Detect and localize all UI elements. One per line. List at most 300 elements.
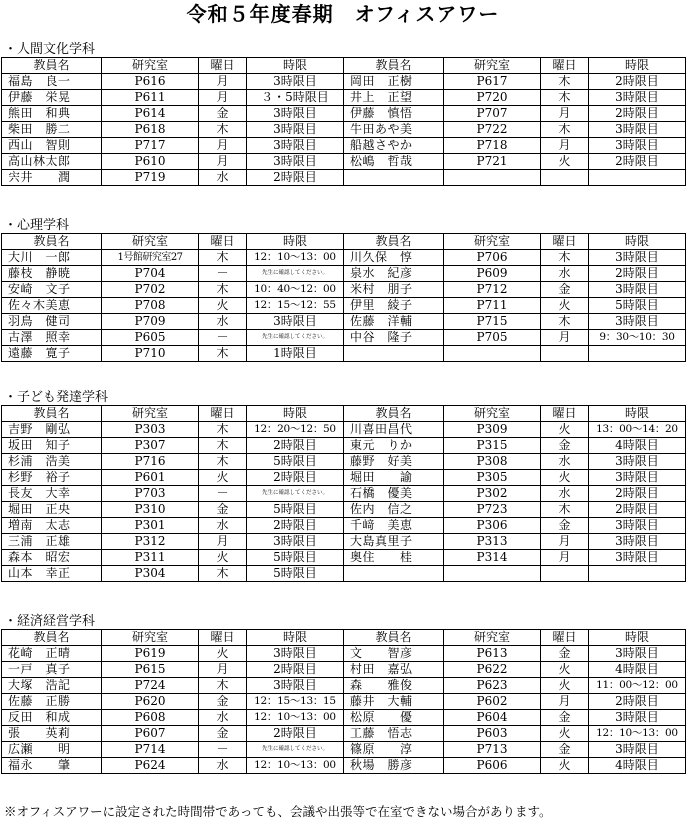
weekday-cell: 水	[541, 486, 589, 502]
room-cell: P610	[102, 154, 199, 170]
table-row	[2, 74, 686, 90]
room-cell: P713	[444, 742, 541, 758]
table-row	[2, 534, 686, 550]
column-header-teacher-name: 教員名	[344, 58, 444, 74]
period-cell: 3時限目	[589, 534, 686, 550]
period-cell: 3時限目	[589, 646, 686, 662]
weekday-cell: 水	[199, 518, 247, 534]
office-hours-table	[1, 629, 686, 774]
column-header-period: 時限	[247, 234, 344, 250]
teacher-name-cell: 遠藤 寛子	[2, 346, 102, 362]
period-cell: 3時限目	[589, 550, 686, 566]
room-cell: P311	[102, 550, 199, 566]
section-label: ・人間文化学科	[4, 42, 96, 57]
room-cell: P302	[444, 486, 541, 502]
teacher-name-cell: 羽鳥 健司	[2, 314, 102, 330]
weekday-cell: 月	[199, 154, 247, 170]
room-cell: P616	[102, 74, 199, 90]
period-cell: 12：10～13：00	[247, 758, 344, 774]
table-row	[2, 438, 686, 454]
period-cell: 3時限目	[589, 742, 686, 758]
teacher-name-cell: 石橋 優美	[344, 486, 444, 502]
period-cell: 3時限目	[247, 314, 344, 330]
teacher-name-cell	[344, 346, 444, 362]
room-cell: P313	[444, 534, 541, 550]
weekday-cell: －	[199, 330, 247, 346]
period-cell	[589, 346, 686, 362]
period-cell: 5時限目	[247, 566, 344, 582]
office-hours-table	[1, 233, 686, 362]
table-header-row	[2, 630, 686, 646]
weekday-cell: 火	[541, 298, 589, 314]
period-cell: 4時限目	[589, 438, 686, 454]
column-header-period: 時限	[589, 406, 686, 422]
weekday-cell: 火	[199, 298, 247, 314]
teacher-name-cell: 杉浦 浩美	[2, 454, 102, 470]
weekday-cell	[541, 346, 589, 362]
period-cell: 3時限目	[589, 518, 686, 534]
teacher-name-cell: 工藤 悟志	[344, 726, 444, 742]
column-header-weekday: 曜日	[199, 630, 247, 646]
teacher-name-cell: 反田 和成	[2, 710, 102, 726]
table-row	[2, 330, 686, 346]
weekday-cell: 木	[199, 678, 247, 694]
teacher-name-cell	[344, 566, 444, 582]
weekday-cell: 木	[199, 250, 247, 266]
period-cell: 12：10～13：00	[589, 726, 686, 742]
table-row	[2, 250, 686, 266]
table-header-row	[2, 406, 686, 422]
column-header-period: 時限	[247, 406, 344, 422]
period-cell: 9：30～10：30	[589, 330, 686, 346]
table-row	[2, 454, 686, 470]
teacher-name-cell: 佐藤 正勝	[2, 694, 102, 710]
teacher-name-cell: 吉野 剛弘	[2, 422, 102, 438]
weekday-cell: 火	[541, 726, 589, 742]
weekday-cell: 木	[541, 90, 589, 106]
weekday-cell: 水	[199, 758, 247, 774]
room-cell: P314	[444, 550, 541, 566]
weekday-cell: 金	[199, 694, 247, 710]
room-cell: P722	[444, 122, 541, 138]
weekday-cell: 木	[199, 438, 247, 454]
teacher-name-cell: 文 智彦	[344, 646, 444, 662]
column-header-room: 研究室	[444, 630, 541, 646]
weekday-cell: 金	[541, 646, 589, 662]
period-cell: 3時限目	[589, 470, 686, 486]
table-row	[2, 694, 686, 710]
table-row	[2, 566, 686, 582]
table-row	[2, 154, 686, 170]
weekday-cell: 月	[199, 138, 247, 154]
period-cell: 12：10～13：00	[247, 710, 344, 726]
weekday-cell: 火	[199, 470, 247, 486]
table-row	[2, 298, 686, 314]
period-cell: 3時限目	[247, 138, 344, 154]
room-cell: P624	[102, 758, 199, 774]
room-cell: P623	[444, 678, 541, 694]
teacher-name-cell: 佐々木美恵	[2, 298, 102, 314]
period-cell: 2時限目	[589, 266, 686, 282]
room-cell: P303	[102, 422, 199, 438]
weekday-cell: 金	[541, 282, 589, 298]
period-cell: 3時限目	[589, 710, 686, 726]
period-cell: 12：20～12：50	[247, 422, 344, 438]
teacher-name-cell: 川喜田昌代	[344, 422, 444, 438]
period-cell: 10：40～12：00	[247, 282, 344, 298]
section-label: ・子ども発達学科	[4, 390, 109, 405]
room-cell: P604	[444, 710, 541, 726]
section-psychology	[0, 218, 686, 362]
teacher-name-cell: 千﨑 美恵	[344, 518, 444, 534]
teacher-name-cell	[344, 170, 444, 186]
period-cell: 1時限目	[247, 346, 344, 362]
weekday-cell: 木	[199, 282, 247, 298]
period-cell: 先生に確認してください。	[247, 266, 344, 282]
period-cell: 3時限目	[589, 454, 686, 470]
teacher-name-cell: 米村 朋子	[344, 282, 444, 298]
room-cell: P707	[444, 106, 541, 122]
room-cell: P703	[102, 486, 199, 502]
room-cell: P315	[444, 438, 541, 454]
period-cell: 先生に確認してください。	[247, 486, 344, 502]
teacher-name-cell: 松嶋 哲哉	[344, 154, 444, 170]
teacher-name-cell: 柴田 勝二	[2, 122, 102, 138]
period-cell: 2時限目	[589, 154, 686, 170]
column-header-weekday: 曜日	[541, 234, 589, 250]
teacher-name-cell: 牛田あや美	[344, 122, 444, 138]
column-header-teacher-name: 教員名	[2, 406, 102, 422]
weekday-cell: －	[199, 486, 247, 502]
weekday-cell: 木	[199, 122, 247, 138]
period-cell: 5時限目	[247, 550, 344, 566]
room-cell: P622	[444, 662, 541, 678]
teacher-name-cell: 井上 正望	[344, 90, 444, 106]
room-cell: P608	[102, 710, 199, 726]
teacher-name-cell: 杉野 裕子	[2, 470, 102, 486]
teacher-name-cell: 伊里 綾子	[344, 298, 444, 314]
room-cell: P615	[102, 662, 199, 678]
period-cell: 2時限目	[247, 470, 344, 486]
period-cell: 3時限目	[247, 646, 344, 662]
room-cell: P614	[102, 106, 199, 122]
column-header-weekday: 曜日	[541, 58, 589, 74]
room-cell: P704	[102, 266, 199, 282]
teacher-name-cell: 西山 智則	[2, 138, 102, 154]
period-cell: 2時限目	[247, 518, 344, 534]
weekday-cell	[541, 566, 589, 582]
table-row	[2, 726, 686, 742]
weekday-cell: 金	[541, 438, 589, 454]
period-cell: 3時限目	[247, 678, 344, 694]
table-header-row	[2, 234, 686, 250]
period-cell	[589, 170, 686, 186]
room-cell: P716	[102, 454, 199, 470]
room-cell: P724	[102, 678, 199, 694]
room-cell	[444, 346, 541, 362]
weekday-cell: 月	[199, 662, 247, 678]
weekday-cell: 水	[199, 314, 247, 330]
teacher-name-cell: 森 雅俊	[344, 678, 444, 694]
column-header-period: 時限	[589, 630, 686, 646]
section-label: ・心理学科	[4, 218, 70, 233]
weekday-cell: 水	[541, 266, 589, 282]
weekday-cell: 木	[541, 314, 589, 330]
table-row	[2, 486, 686, 502]
period-cell: 3時限目	[247, 154, 344, 170]
room-cell: P705	[444, 330, 541, 346]
weekday-cell: 水	[199, 170, 247, 186]
room-cell: P720	[444, 90, 541, 106]
period-cell: 2時限目	[247, 726, 344, 742]
room-cell: 1号館研究室27	[102, 250, 199, 266]
room-cell: P607	[102, 726, 199, 742]
room-cell: P709	[102, 314, 199, 330]
column-header-teacher-name: 教員名	[344, 406, 444, 422]
period-cell: 3時限目	[589, 314, 686, 330]
teacher-name-cell: 篠原 淳	[344, 742, 444, 758]
room-cell: P306	[444, 518, 541, 534]
column-header-weekday: 曜日	[199, 58, 247, 74]
period-cell: 12：15～13：15	[247, 694, 344, 710]
weekday-cell: 火	[541, 662, 589, 678]
period-cell: 5時限目	[247, 502, 344, 518]
weekday-cell: 火	[199, 550, 247, 566]
room-cell: P721	[444, 154, 541, 170]
table-row	[2, 710, 686, 726]
weekday-cell: －	[199, 742, 247, 758]
period-cell: 3時限目	[589, 250, 686, 266]
table-header-row	[2, 58, 686, 74]
teacher-name-cell: 東元 りか	[344, 438, 444, 454]
column-header-room: 研究室	[102, 630, 199, 646]
room-cell: P712	[444, 282, 541, 298]
weekday-cell: 水	[541, 454, 589, 470]
room-cell: P305	[444, 470, 541, 486]
teacher-name-cell: 森本 昭宏	[2, 550, 102, 566]
teacher-name-cell: 大島真里子	[344, 534, 444, 550]
teacher-name-cell: 広瀬 明	[2, 742, 102, 758]
weekday-cell: 金	[199, 502, 247, 518]
weekday-cell: 木	[541, 74, 589, 90]
table-row	[2, 518, 686, 534]
teacher-name-cell: 坂田 知子	[2, 438, 102, 454]
period-cell: 11：00～12：00	[589, 678, 686, 694]
teacher-name-cell: 増南 太志	[2, 518, 102, 534]
period-cell: 3時限目	[589, 122, 686, 138]
teacher-name-cell: 松原 優	[344, 710, 444, 726]
weekday-cell: 木	[199, 566, 247, 582]
table-row	[2, 758, 686, 774]
room-cell: P710	[102, 346, 199, 362]
weekday-cell: 木	[541, 122, 589, 138]
weekday-cell: 木	[199, 454, 247, 470]
weekday-cell: 月	[541, 534, 589, 550]
period-cell: 2時限目	[589, 74, 686, 90]
table-row	[2, 742, 686, 758]
table-row	[2, 90, 686, 106]
room-cell: P613	[444, 646, 541, 662]
room-cell: P601	[102, 470, 199, 486]
period-cell: 4時限目	[589, 758, 686, 774]
weekday-cell: 木	[541, 502, 589, 518]
column-header-weekday: 曜日	[199, 406, 247, 422]
period-cell: 3時限目	[247, 534, 344, 550]
weekday-cell: 月	[199, 534, 247, 550]
table-row	[2, 106, 686, 122]
teacher-name-cell: 熊田 和典	[2, 106, 102, 122]
column-header-room: 研究室	[444, 58, 541, 74]
table-row	[2, 550, 686, 566]
office-hours-table	[1, 57, 686, 186]
teacher-name-cell: 安崎 文子	[2, 282, 102, 298]
weekday-cell: 水	[199, 710, 247, 726]
teacher-name-cell: 花崎 正晴	[2, 646, 102, 662]
weekday-cell: 火	[541, 422, 589, 438]
column-header-teacher-name: 教員名	[344, 630, 444, 646]
column-header-period: 時限	[589, 58, 686, 74]
period-cell: 先生に確認してください。	[247, 742, 344, 758]
room-cell: P702	[102, 282, 199, 298]
weekday-cell: 木	[199, 422, 247, 438]
column-header-room: 研究室	[102, 406, 199, 422]
section-label: ・経済経営学科	[4, 614, 96, 629]
teacher-name-cell: 伊藤 栄晃	[2, 90, 102, 106]
teacher-name-cell: 伊藤 慎悟	[344, 106, 444, 122]
room-cell: P617	[444, 74, 541, 90]
teacher-name-cell: 三浦 正雄	[2, 534, 102, 550]
teacher-name-cell: 藤野 好美	[344, 454, 444, 470]
column-header-weekday: 曜日	[541, 406, 589, 422]
teacher-name-cell: 一戸 真子	[2, 662, 102, 678]
column-header-teacher-name: 教員名	[344, 234, 444, 250]
room-cell: P606	[444, 758, 541, 774]
column-header-period: 時限	[589, 234, 686, 250]
column-header-room: 研究室	[102, 58, 199, 74]
office-hours-table	[1, 405, 686, 582]
teacher-name-cell: 藤井 大輔	[344, 694, 444, 710]
room-cell: P708	[102, 298, 199, 314]
table-row	[2, 282, 686, 298]
teacher-name-cell: 岡田 正樹	[344, 74, 444, 90]
teacher-name-cell: 川久保 惇	[344, 250, 444, 266]
room-cell: P310	[102, 502, 199, 518]
period-cell: 3時限目	[247, 74, 344, 90]
table-row	[2, 266, 686, 282]
section-economics-management	[0, 614, 686, 774]
table-row	[2, 314, 686, 330]
section-child-development	[0, 390, 686, 582]
period-cell	[589, 566, 686, 582]
teacher-name-cell: 堀田 諭	[344, 470, 444, 486]
column-header-teacher-name: 教員名	[2, 630, 102, 646]
teacher-name-cell: 古澤 照幸	[2, 330, 102, 346]
teacher-name-cell: 奥住 桂	[344, 550, 444, 566]
period-cell: 先生に確認してください。	[247, 330, 344, 346]
table-row	[2, 470, 686, 486]
teacher-name-cell: 大川 一郎	[2, 250, 102, 266]
weekday-cell: 月	[199, 74, 247, 90]
table-row	[2, 138, 686, 154]
room-cell: P304	[102, 566, 199, 582]
teacher-name-cell: 船越さやか	[344, 138, 444, 154]
teacher-name-cell: 中谷 隆子	[344, 330, 444, 346]
room-cell: P307	[102, 438, 199, 454]
period-cell: 5時限目	[247, 454, 344, 470]
room-cell: P715	[444, 314, 541, 330]
room-cell: P309	[444, 422, 541, 438]
weekday-cell: 木	[541, 250, 589, 266]
room-cell: P618	[102, 122, 199, 138]
weekday-cell: 火	[541, 154, 589, 170]
teacher-name-cell: 長友 大幸	[2, 486, 102, 502]
table-row	[2, 502, 686, 518]
period-cell: 13：00～14：20	[589, 422, 686, 438]
period-cell: 2時限目	[589, 694, 686, 710]
table-row	[2, 422, 686, 438]
period-cell: 3時限目	[247, 122, 344, 138]
room-cell: P301	[102, 518, 199, 534]
column-header-teacher-name: 教員名	[2, 234, 102, 250]
period-cell: 2時限目	[589, 486, 686, 502]
table-row	[2, 678, 686, 694]
weekday-cell: 月	[541, 550, 589, 566]
period-cell: 3時限目	[589, 138, 686, 154]
weekday-cell: 火	[199, 646, 247, 662]
room-cell: P609	[444, 266, 541, 282]
weekday-cell: 金	[541, 518, 589, 534]
column-header-room: 研究室	[444, 234, 541, 250]
teacher-name-cell: 堀田 正央	[2, 502, 102, 518]
column-header-period: 時限	[247, 630, 344, 646]
room-cell: P605	[102, 330, 199, 346]
weekday-cell: －	[199, 266, 247, 282]
teacher-name-cell: 秋場 勝彦	[344, 758, 444, 774]
table-row	[2, 122, 686, 138]
room-cell	[444, 170, 541, 186]
period-cell: 2時限目	[247, 170, 344, 186]
table-row	[2, 646, 686, 662]
period-cell: 3時限目	[247, 106, 344, 122]
teacher-name-cell: 村田 嘉弘	[344, 662, 444, 678]
room-cell: P723	[444, 502, 541, 518]
weekday-cell: 木	[199, 346, 247, 362]
period-cell: 5時限目	[589, 298, 686, 314]
column-header-weekday: 曜日	[541, 630, 589, 646]
room-cell: P312	[102, 534, 199, 550]
weekday-cell	[541, 170, 589, 186]
column-header-weekday: 曜日	[199, 234, 247, 250]
weekday-cell: 金	[199, 106, 247, 122]
room-cell: P611	[102, 90, 199, 106]
teacher-name-cell: 山本 幸正	[2, 566, 102, 582]
table-row	[2, 346, 686, 362]
teacher-name-cell: 張 英莉	[2, 726, 102, 742]
weekday-cell: 月	[541, 106, 589, 122]
weekday-cell: 金	[541, 710, 589, 726]
weekday-cell: 火	[541, 758, 589, 774]
teacher-name-cell: 佐内 信之	[344, 502, 444, 518]
teacher-name-cell: 宍井 潤	[2, 170, 102, 186]
footnote: ※オフィスアワーに設定された時間帯であっても、会議や出張等で在室できない場合があります。	[4, 804, 552, 819]
period-cell: 3時限目	[589, 90, 686, 106]
weekday-cell: 月	[541, 138, 589, 154]
weekday-cell: 金	[199, 726, 247, 742]
table-row	[2, 170, 686, 186]
section-human-culture	[0, 42, 686, 186]
period-cell: 12：10～13：00	[247, 250, 344, 266]
teacher-name-cell: 福永 肇	[2, 758, 102, 774]
